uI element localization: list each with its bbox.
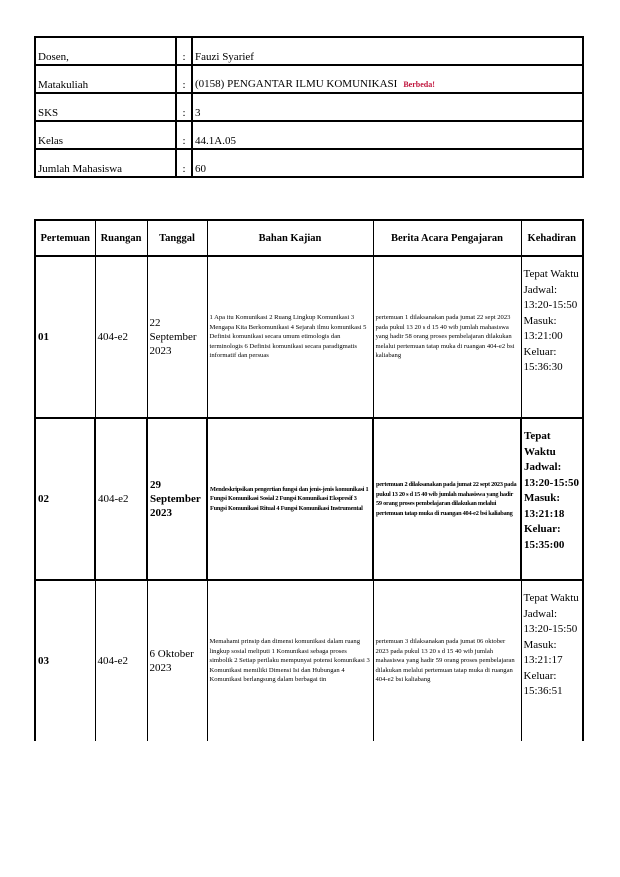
header-date: Tanggal [147,220,207,256]
header-room: Ruangan [95,220,147,256]
teaching-report: pertemuan 2 dilaksanakan pada jumat 22 sept 2023 pada pukul 13 20 s d 15 40 wib jumlah mahasiswa yang hadir 59 orang proses pembelajaran dilakukan melalui pertemuan tatap muka di ruangan 404-e2 bsi kaliabang [373,418,521,580]
attendance: Tepat Waktu Jadwal: 13:20-15:50 Masuk: 13:21:17 Keluar: 15:36:51 [521,580,583,741]
info-label: Jumlah Mahasiswa [35,149,176,177]
info-row-students [35,149,583,177]
teaching-report: pertemuan 1 dilaksanakan pada jumat 22 sept 2023 pada pukul 13 20 s d 15 40 wib jumlah mahasiswa yang hadir 58 orang proses pembelajaran dilakukan melalui pertemuan tatap muka di ruangan 404-e2 bsi kaliabang [373,256,521,418]
info-value: 60 [192,149,583,177]
info-label: SKS [35,93,176,121]
attendance: Tepat Waktu Jadwal: 13:20-15:50 Masuk: 13:21:00 Keluar: 15:36:30 [521,256,583,418]
info-colon: : [176,121,192,149]
info-label: Kelas [35,121,176,149]
meeting-date: 6 Oktober 2023 [147,580,207,741]
info-row-lecturer [35,37,583,65]
study-topic: Memahami prinsip dan dimensi komunikasi dalam ruang lingkup sosial meliputi 1 Komunikasi sebaga proses simbolik 2 Setiap perilaku mempunyai potensi komunikasi 3 Komunikasi memiliki Dimensi Isi dan Hubungan 4 Komunikasi berlangsung dalam berbagai tin [207,580,373,741]
header-report: Berita Acara Pengajaran [373,220,521,256]
journal-header-row [35,220,583,256]
study-topic: 1 Apa itu Komunikasi 2 Ruang Lingkup Komunikasi 3 Mengapa Kita Berkomunikasi 4 Sejarah ilmu komunikasi 5 Definisi komunikasi secara umum etimologis dan terminologis 6 Definisi komunikasi secara paradigmatis informatif dan persuas [207,256,373,418]
mismatch-badge: Berbeda! [403,80,435,89]
info-colon: : [176,65,192,93]
meeting-date: 22 September 2023 [147,256,207,418]
info-colon: : [176,93,192,121]
info-value: Fauzi Syarief [192,37,583,65]
teaching-report: pertemuan 3 dilaksanakan pada jumat 06 oktober 2023 pada pukul 13 20 s d 15 40 wib jumlah mahasiswa yang hadir 59 orang proses pembelajaran dilakukan melalui pertemuan tatap muka di ruangan 404-e2 bsi kaliabang [373,580,521,741]
info-colon: : [176,149,192,177]
info-value: 3 [192,93,583,121]
teaching-journal-table [34,219,584,741]
room: 404-e2 [95,256,147,418]
journal-row [35,256,583,418]
meeting-number: 01 [35,256,95,418]
info-value-cell [192,65,583,93]
header-topic: Bahan Kajian [207,220,373,256]
info-value: (0158) PENGANTAR ILMU KOMUNIKASI [195,78,398,90]
info-value: 44.1A.05 [192,121,583,149]
attendance: Tepat Waktu Jadwal: 13:20-15:50 Masuk: 13:21:18 Keluar: 15:35:00 [521,418,583,580]
study-topic: Mendeskripsikan pengertian fungsi dan jenis-jenis komunikasi 1 Fungsi Komunikasi Sosial 2 Fungsi Komunikasi Ekspresif 3 Fungsi Komunikasi Ritual 4 Fungsi Komunikasi Instrumental [207,418,373,580]
course-info-table [34,36,584,178]
header-attendance: Kehadiran [521,220,583,256]
info-row-credits [35,93,583,121]
meeting-number: 03 [35,580,95,741]
info-colon: : [176,37,192,65]
header-meeting: Pertemuan [35,220,95,256]
meeting-number: 02 [35,418,95,580]
info-label: Dosen, [35,37,176,65]
meeting-date: 29 September 2023 [147,418,207,580]
journal-row [35,580,583,741]
info-label: Matakuliah [35,65,176,93]
info-row-course [35,65,583,93]
room: 404-e2 [95,580,147,741]
journal-row [35,418,583,580]
room: 404-e2 [95,418,147,580]
info-row-class [35,121,583,149]
